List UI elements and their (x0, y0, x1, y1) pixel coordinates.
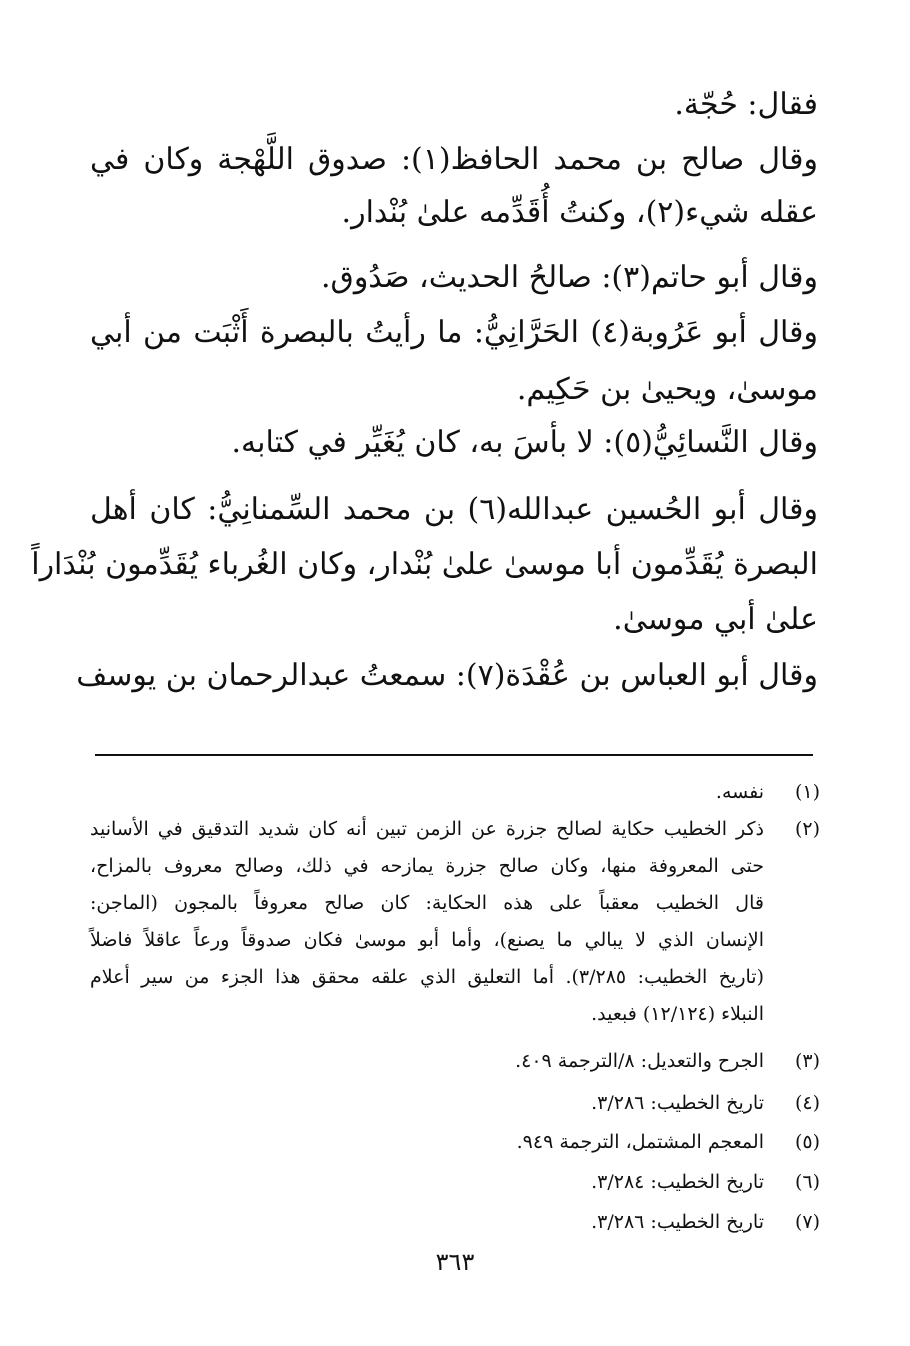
footnote-text: نفسه. (715, 781, 764, 803)
body-line: وقال أبو حاتم(٣): صالحُ الحديث، صَدُوق. (321, 260, 818, 295)
footnote-text: تاريخ الخطيب: ٣/٢٨٦. (591, 1211, 764, 1233)
body-line: وقال أبو العباس بن عُقْدَة(٧): سمعتُ عبدالرحمان بن يوسف (76, 658, 818, 693)
body-line: عقله شيء(٢)، وكنتُ أُقَدِّمه علىٰ بُنْدار. (341, 195, 818, 230)
footnote-text: حتى المعروفة منها، وكان صالح جزرة يمازحه في ذلك، وصالح معروف بالمزاح، (90, 855, 764, 877)
footnote-text: قال الخطيب معقباً على هذه الحكاية: كان صالح معروفاً بالمجون (الماجن: (90, 892, 764, 914)
footnote-text: تاريخ الخطيب: ٣/٢٨٤. (591, 1171, 764, 1193)
footnote-number: (٧) (794, 1211, 820, 1233)
footnote-text: الإنسان الذي لا يبالي ما يصنع)، وأما أبو موسىٰ فكان صدوقاً ورعاً عاقلاً فاضلاً (90, 929, 764, 951)
footnote-text: الجرح والتعديل: ٨/الترجمة ٤٠٩. (515, 1050, 764, 1072)
footnote-separator (95, 754, 813, 756)
footnote-text: المعجم المشتمل، الترجمة ٩٤٩. (516, 1131, 764, 1153)
footnote-text: (تاريخ الخطيب: ٣/٢٨٥). أما التعليق الذي علقه محقق هذا الجزء من سير أعلام (90, 966, 764, 988)
body-line: فقال: حُجّة. (674, 87, 818, 122)
page-number: ٣٦٣ (435, 1248, 475, 1276)
body-line: وقال صالح بن محمد الحافظ(١): صدوق اللَّهْجة وكان في (90, 142, 818, 177)
footnote-number: (٣) (794, 1050, 820, 1072)
body-line: وقال أبو الحُسين عبدالله(٦) بن محمد السِّمنانِيُّ: كان أهل (90, 492, 818, 527)
footnote-text: ذكر الخطيب حكاية لصالح جزرة عن الزمن تبين أنه كان شديد التدقيق في الأسانيد (90, 818, 764, 840)
footnote-number: (١) (794, 781, 820, 803)
footnote-number: (٦) (794, 1171, 820, 1193)
body-line: وقال النَّسائِيُّ(٥): لا بأسَ به، كان يُغَيِّر في كتابه. (231, 425, 818, 460)
body-line: علىٰ أبي موسىٰ. (613, 602, 818, 637)
body-line: وقال أبو عَرُوبة(٤) الحَرَّانِيُّ: ما رأيتُ بالبصرة أَثْبَت من أبي (90, 315, 818, 350)
footnote-2 (90, 815, 820, 1025)
footnote-text: النبلاء (١٢/١٢٤) فبعيد. (591, 1003, 764, 1025)
footnote-number: (٢) (794, 818, 820, 840)
body-line: موسىٰ، ويحيىٰ بن حَكِيم. (516, 372, 818, 407)
footnote-number: (٥) (794, 1131, 820, 1153)
footnote-text: تاريخ الخطيب: ٣/٢٨٦. (591, 1092, 764, 1114)
body-line: البصرة يُقَدِّمون أبا موسىٰ علىٰ بُنْدار، وكان الغُرباء يُقَدِّمون بُنْدَاراً (31, 547, 818, 582)
footnote-number: (٤) (794, 1092, 820, 1114)
